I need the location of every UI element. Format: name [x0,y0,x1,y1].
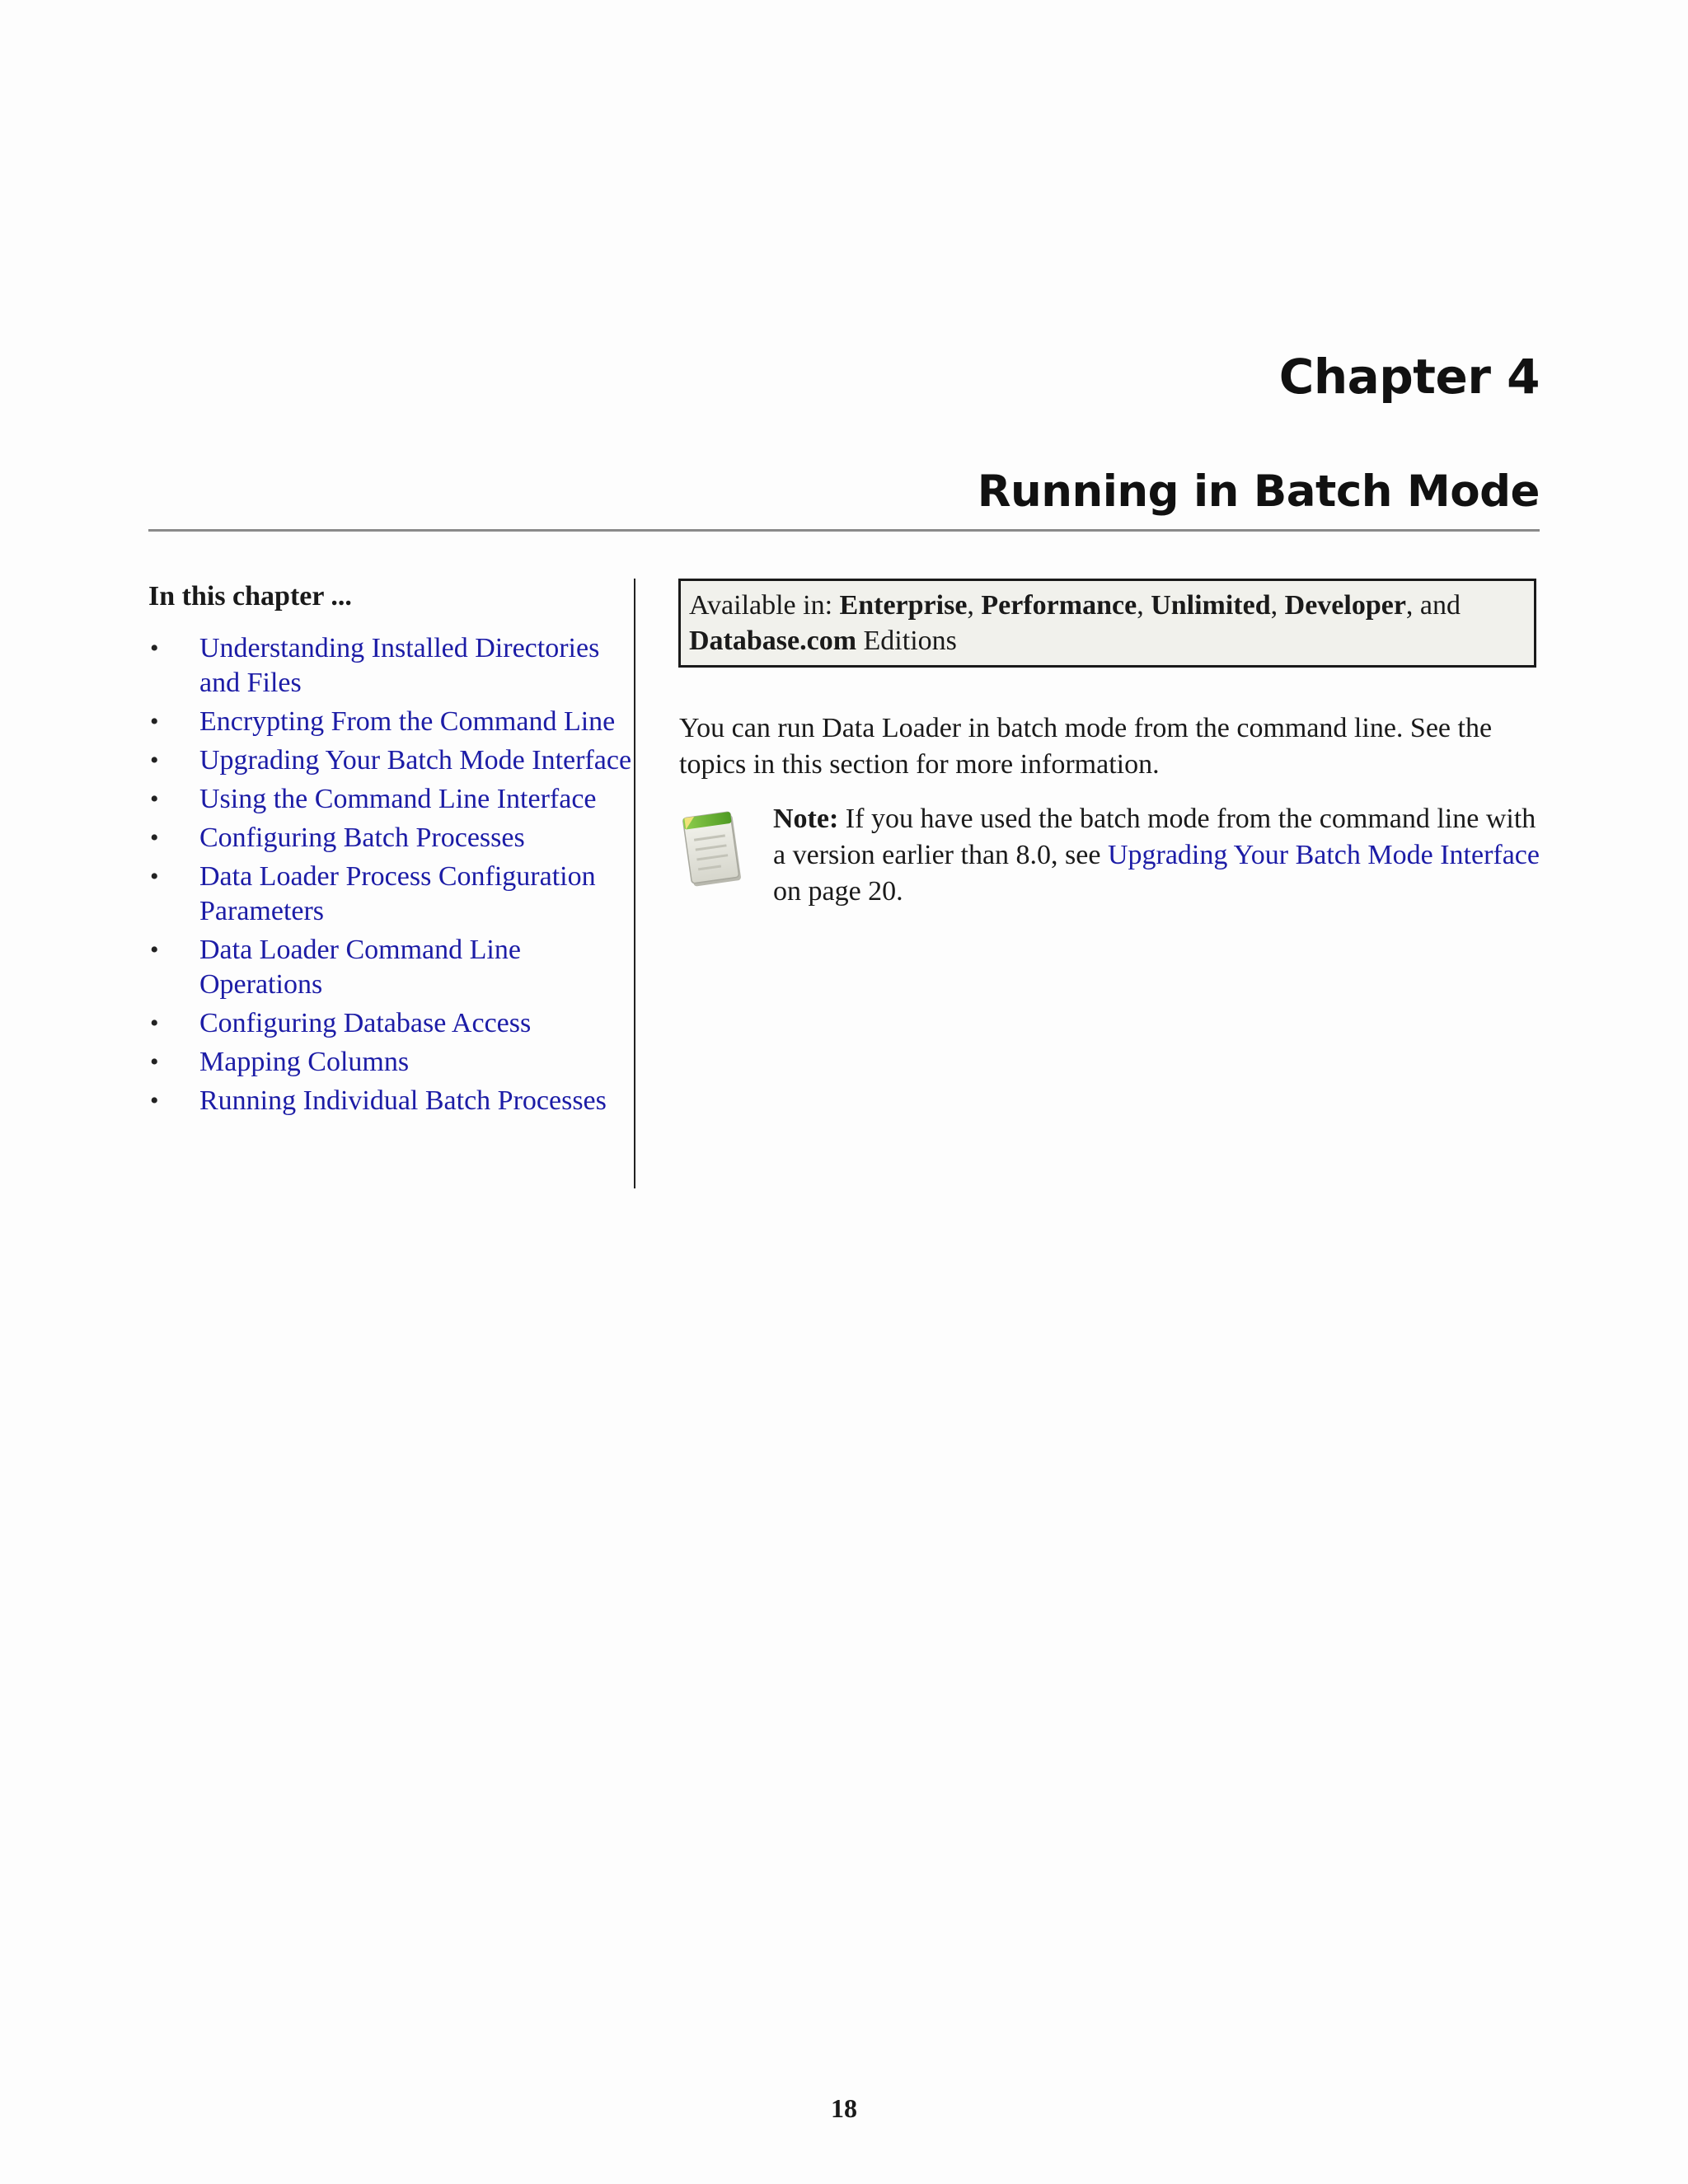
toc-item [148,1006,635,1041]
toc-link-configuring-batch-processes[interactable]: Configuring Batch Processes [199,823,525,853]
toc-link-understanding-installed-directories[interactable]: Understanding Installed Directories and Files [199,633,600,698]
separator: , and [1405,590,1461,621]
bullet-icon: • [150,747,159,774]
toc-item [148,743,635,778]
edition-availability-box [678,579,1536,668]
note-text-end: on page 20. [773,876,903,907]
bullet-icon: • [150,635,159,662]
note-label: Note: [773,804,839,834]
chapter-toc-list [148,631,635,1118]
bullet-icon: • [150,1010,159,1037]
toc-item [148,933,635,1002]
edition-name: Enterprise [839,590,968,621]
availability-suffix: Editions [856,626,957,656]
note-link-upgrading-batch-mode[interactable]: Upgrading Your Batch Mode Interface [1107,840,1540,870]
toc-item [148,1045,635,1080]
note-callout [773,801,1548,910]
bullet-icon: • [150,708,159,735]
toc-item [148,631,635,701]
bullet-icon: • [150,936,159,963]
toc-item [148,821,635,855]
bullet-icon: • [150,863,159,890]
availability-prefix: Available in: [689,590,840,621]
chapter-label: Chapter 4 [1278,349,1540,405]
sidebar-heading: In this chapter ... [148,581,352,612]
toc-item [148,1084,635,1118]
toc-item [148,782,635,817]
title-divider [148,529,1540,532]
toc-link-configuring-database-access[interactable]: Configuring Database Access [199,1008,532,1038]
column-divider [634,579,635,1188]
edition-name: Unlimited [1151,590,1271,621]
separator: , [1270,590,1285,621]
chapter-title: Running in Batch Mode [977,466,1540,517]
toc-item [148,860,635,929]
page-number: 18 [831,2093,857,2123]
toc-link-upgrading-batch-mode[interactable]: Upgrading Your Batch Mode Interface [199,745,632,776]
toc-link-using-command-line-interface[interactable]: Using the Command Line Interface [199,784,597,814]
note-icon [681,806,747,893]
edition-name: Performance [981,590,1137,621]
separator: , [1137,590,1151,621]
bullet-icon: • [150,785,159,813]
edition-name: Database.com [689,626,857,656]
toc-link-process-configuration-parameters[interactable]: Data Loader Process Configuration Parameters [199,861,596,926]
bullet-icon: • [150,824,159,851]
note-text: If you have used the batch mode from the command line with a version earlier than 8.0, see [773,804,1536,870]
toc-item [148,705,635,739]
separator: , [967,590,982,621]
toc-link-mapping-columns[interactable]: Mapping Columns [199,1047,410,1077]
toc-link-running-individual-batch-processes[interactable]: Running Individual Batch Processes [199,1085,607,1116]
bullet-icon: • [150,1087,159,1114]
intro-paragraph: You can run Data Loader in batch mode from the command line. See the topics in this section for more information. [679,713,1493,780]
chapter-contents-sidebar [148,579,635,1122]
toc-link-encrypting-from-command-line[interactable]: Encrypting From the Command Line [199,706,616,737]
edition-name: Developer [1284,590,1406,621]
toc-link-command-line-operations[interactable]: Data Loader Command Line Operations [199,935,521,1000]
bullet-icon: • [150,1048,159,1076]
